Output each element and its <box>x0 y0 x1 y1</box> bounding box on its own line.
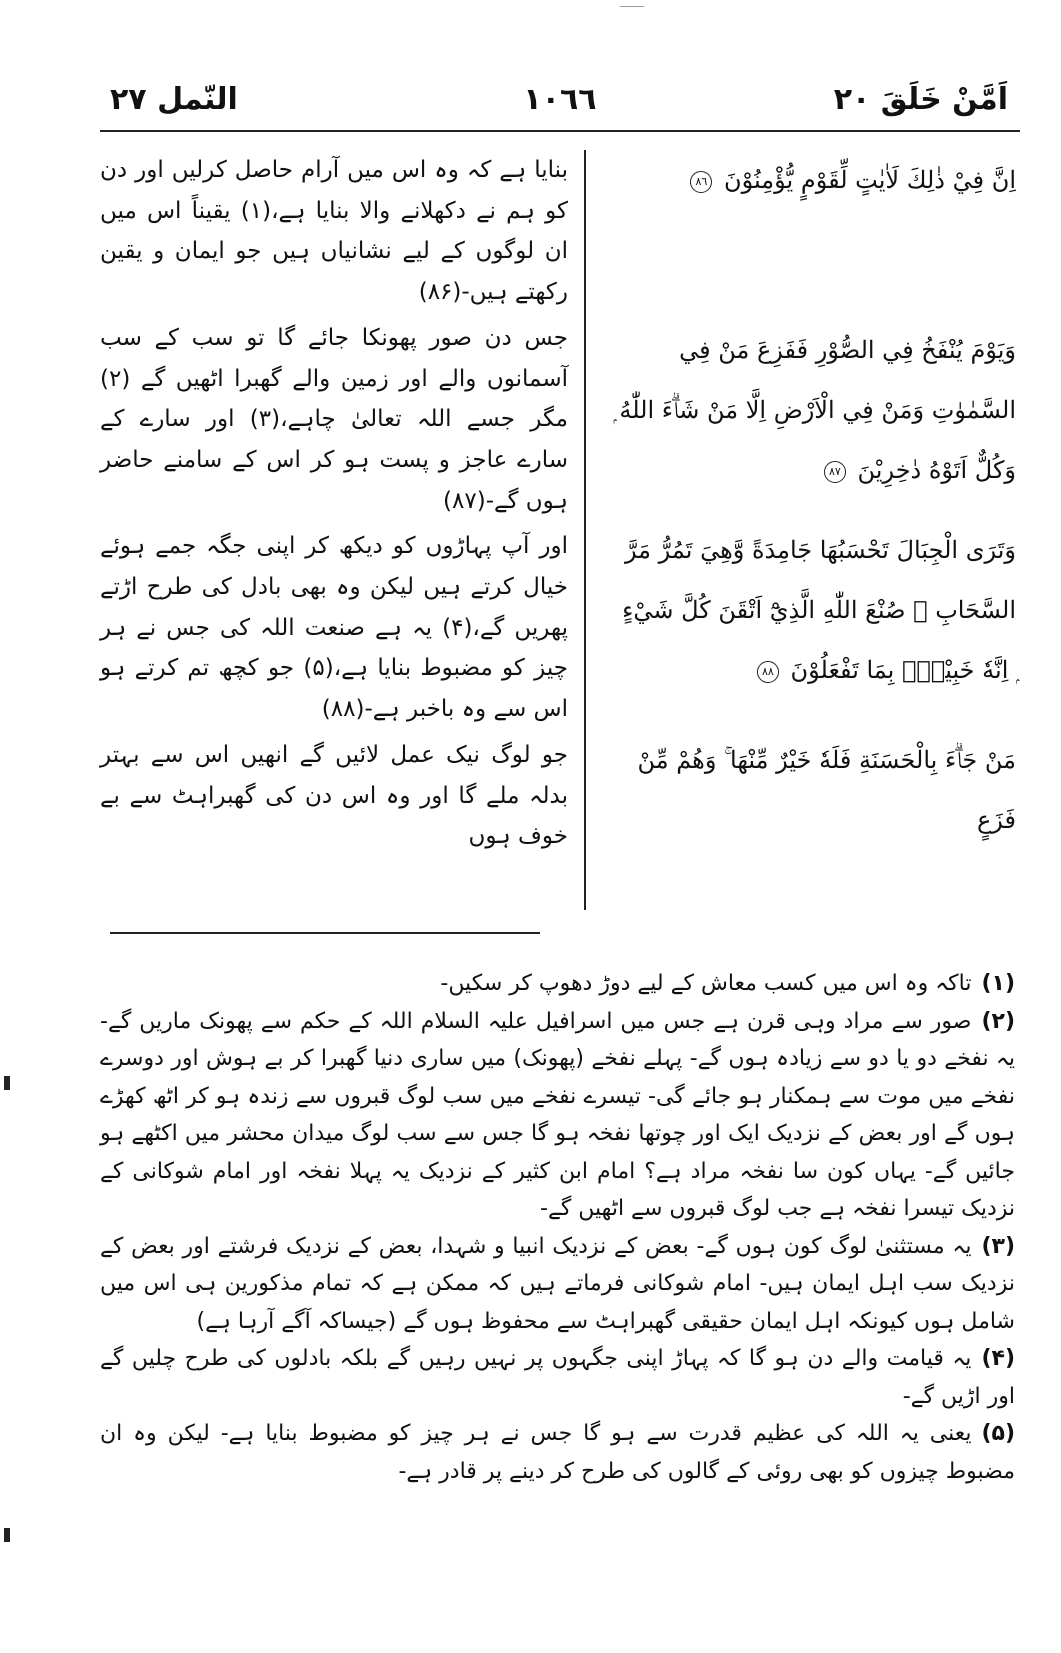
verse-text: اِنَّ فِيْ ذٰلِكَ لَاٰيٰتٍ لِّقَوْمٍ يُّؤْمِنُوْنَ <box>724 166 1016 194</box>
footnote-number: (۵) <box>981 1421 1015 1446</box>
footnote-number: (۲) <box>981 1008 1015 1034</box>
footnote <box>100 965 1015 1003</box>
surah-title: النّمل ٢٧ <box>110 82 238 117</box>
verse-text: وَيَوْمَ يُنْفَخُ فِي الصُّوْرِ فَفَزِعَ مَنْ فِي السَّمٰوٰتِ وَمَنْ فِي الْاَرْضِ اِلَّا مَنْ شَاۗءَ اللّٰهُ ۭ وَكُلٌّ اَتَوْهُ دٰخِرِيْنَ <box>613 336 1016 484</box>
footnote-divider <box>110 932 540 934</box>
footnote-text: تاکہ وہ اس میں کسب معاش کے لیے دوڑ دھوپ کر سکیں- <box>440 971 972 996</box>
translation-paragraph: اور آپ پہاڑوں کو دیکھ کر اپنی جگہ جمے ہوئے خیال کرتے ہیں لیکن وہ بھی بادل کی طرح اڑتے پھریں گے،(۴) یہ ہے صنعت اللہ کی جس نے ہر چیز کو مضبوط بنایا ہے،(۵) جو کچھ تم کرتے ہو اس سے وہ باخبر ہے-(۸۸) <box>100 533 569 723</box>
verse-number-icon: ٨٨ <box>757 661 779 683</box>
scan-edge-mark <box>4 1076 10 1090</box>
header-divider <box>100 130 1020 132</box>
arabic-verse <box>606 520 1016 700</box>
footnote <box>100 1003 1015 1228</box>
arabic-verse <box>606 320 1016 500</box>
footnote-number: (۱) <box>981 971 1015 996</box>
footnote-text: یعنی یہ اللہ کی عظیم قدرت سے ہو گا جس نے ہر چیز کو مضبوط بنایا ہے- لیکن وہ ان مضبوط چیزوں کو بھی روئی کے گالوں کی طرح کر دینے پر قادر ہے- <box>100 1421 1015 1484</box>
footnote <box>100 1415 1015 1490</box>
top-mark <box>620 6 644 7</box>
footnote-text: یہ قیامت والے دن ہو گا کہ پہاڑ اپنی جگہوں پر نہیں رہیں گے بلکہ بادلوں کی طرح چلیں گے اور اڑیں گے- <box>100 1346 1015 1409</box>
translation-paragraph: جو لوگ نیک عمل لائیں گے انھیں اس سے بہتر بدلہ ملے گا اور وہ اس دن کی گھبراہٹ سے بے خوف ہوں <box>100 741 568 850</box>
footnote <box>100 1340 1015 1415</box>
footnote-text: یہ مستثنیٰ لوگ کون ہوں گے- بعض کے نزدیک انبیا و شہدا، بعض کے نزدیک فرشتے اور بعض کے نزدیک سب اہل ایمان ہیں- امام شوکانی فرماتے ہیں کہ ممکن ہے کہ تمام مذکورین ہی اس میں شامل ہوں کیونکہ اہل ایمان حقیقی گھبراہٹ سے محفوظ ہوں گے (جیساکہ آگے آرہا ہے) <box>100 1233 1015 1334</box>
footnote-text: صور سے مراد وہی قرن ہے جس میں اسرافیل علیہ السلام اللہ کے حکم سے پھونک ماریں گے- یہ نفخے دو یا دو سے زیادہ ہوں گے- پہلے نفخے (پھونک) میں ساری دنیا گھبرا کر بے ہوش اور دوسرے نفخے میں موت سے ہمکنار ہو جائے گی- تیسرے نفخے میں سب لوگ قبروں سے زندہ ہو کر اٹھ کھڑے ہوں گے اور بعض کے نزدیک ایک اور چوتھا نفخہ ہو گا جس سے سب لوگ میدان محشر میں اکٹھے ہو جائیں گے- یہاں کون سا نفخہ مراد ہے؟ امام ابن کثیر کے نزدیک یہ پہلا نفخہ اور امام شوکانی کے نزدیک تیسرا نفخہ ہے جب لوگ قبروں سے اٹھیں گے- <box>100 1008 1015 1221</box>
scan-edge-mark <box>4 1528 10 1542</box>
page-header <box>100 82 1020 126</box>
footnote-number: (۴) <box>981 1346 1015 1371</box>
footnote-number: (۳) <box>981 1233 1015 1259</box>
verse-number-icon: ٨٦ <box>690 171 712 193</box>
translation-paragraph: جس دن صور پھونکا جائے گا تو سب کے سب آسمانوں والے اور زمین والے گھبرا اٹھیں گے (۲) مگر جسے اللہ تعالیٰ چاہے،(۳) اور سارے کے سارے عاجز و پست ہو کر اس کے سامنے حاضر ہوں گے-(۸۷) <box>100 324 568 514</box>
footnote <box>100 1228 1015 1341</box>
translation-column <box>100 150 568 862</box>
juz-title: اَمَّنْ خَلَقَ ٢٠ <box>833 82 1008 117</box>
verse-number-icon: ٨٧ <box>824 461 846 483</box>
verse-text: وَتَرَى الْجِبَالَ تَحْسَبُهَا جَامِدَةً وَّهِيَ تَمُرُّ مَرَّ السَّحَابِ ۭ صُنْعَ اللّٰهِ الَّذِيْٓ اَتْقَنَ كُلَّ شَيْءٍ ۭ اِنَّهٗ خَبِيْرٌۢ بِمَا تَفْعَلُوْنَ <box>622 536 1016 684</box>
translation-paragraph: بنایا ہے کہ وہ اس میں آرام حاصل کرلیں اور دن کو ہم نے دکھلانے والا بنایا ہے،(۱) یقیناً اس میں ان لوگوں کے لیے نشانیاں ہیں جو ایمان و یقین رکھتے ہیں-(۸۶) <box>100 157 568 306</box>
verse-text: مَنْ جَاۗءَ بِالْحَسَنَةِ فَلَهٗ خَيْرٌ مِّنْهَا ۚ وَهُمْ مِّنْ فَزَعٍ <box>637 746 1016 834</box>
arabic-verse <box>606 730 1016 850</box>
arabic-verse <box>606 150 1016 210</box>
column-divider <box>584 150 586 910</box>
footnotes <box>100 965 1015 1490</box>
page-number: ١٠٦٦ <box>523 82 597 117</box>
